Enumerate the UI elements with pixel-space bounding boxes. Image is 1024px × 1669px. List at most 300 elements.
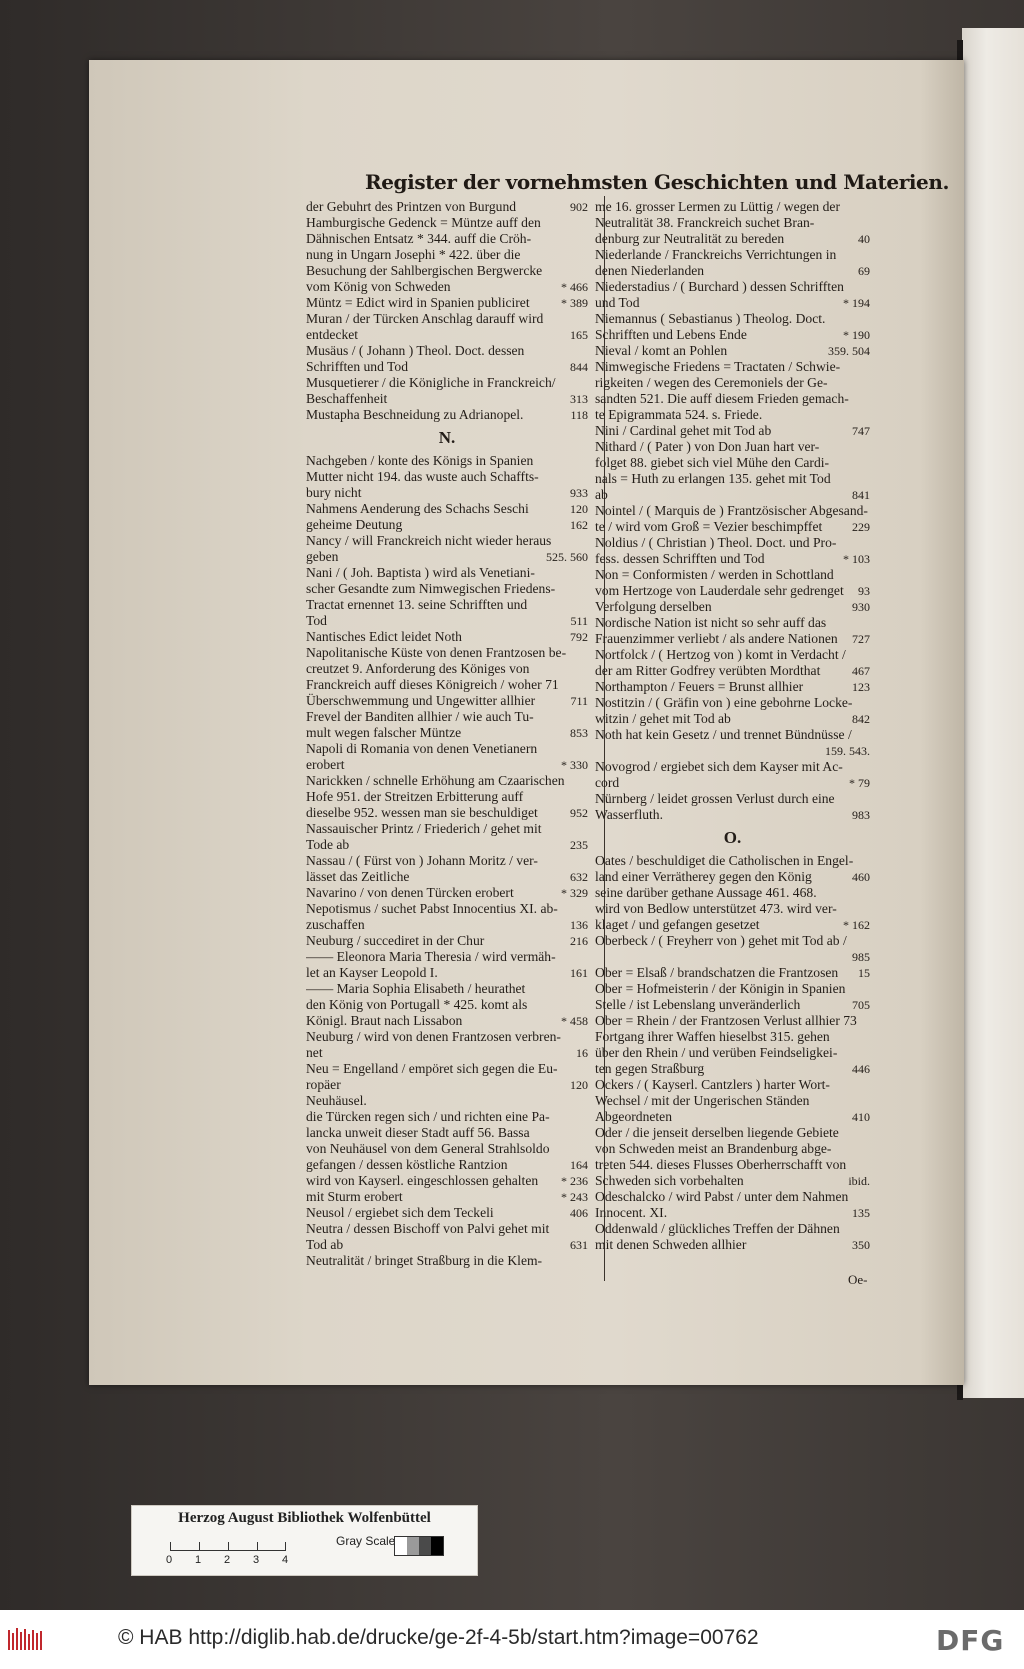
index-line xyxy=(306,949,588,965)
index-line xyxy=(306,231,588,247)
index-entry-text: Fortgang ihrer Waffen hieselbst 315. gehen xyxy=(595,1029,830,1044)
index-line xyxy=(306,709,588,725)
index-line xyxy=(595,711,870,727)
index-line xyxy=(595,1125,870,1141)
index-line xyxy=(595,311,870,327)
index-line xyxy=(306,469,588,485)
index-line xyxy=(306,1077,588,1093)
index-line xyxy=(595,727,870,743)
page-reference: 841 xyxy=(852,488,870,502)
index-entry-text: Tod xyxy=(306,613,327,628)
page-reference: 123 xyxy=(852,680,870,694)
index-line xyxy=(306,199,588,215)
index-entry-text: zuschaffen xyxy=(306,917,365,932)
index-line xyxy=(306,295,588,311)
index-line xyxy=(306,853,588,869)
index-entry-text: über den Rhein / und verüben Feindseligkei- xyxy=(595,1045,838,1060)
index-line xyxy=(306,741,588,757)
page-reference: 15 xyxy=(858,966,870,980)
index-entry-text: lancka unweit dieser Stadt auff 56. Bassa xyxy=(306,1125,530,1140)
index-entry-text: Wechsel / mit der Ungerischen Ständen xyxy=(595,1093,810,1108)
page-reference: * 243 xyxy=(561,1190,588,1204)
index-entry-text: —— Maria Sophia Elisabeth / heurathet xyxy=(306,981,526,996)
index-entry-text: von Neuhäusel von dem General Strahlsoldo xyxy=(306,1141,550,1156)
index-line xyxy=(306,375,588,391)
page-reference: 93 xyxy=(858,584,870,598)
page-reference: 705 xyxy=(852,998,870,1012)
index-entry-text: Nürnberg / leidet grossen Verlust durch eine xyxy=(595,791,835,806)
index-entry-text: Northampton / Feuers = Brunst allhier xyxy=(595,679,804,694)
index-line xyxy=(306,1045,588,1061)
index-entry-text: Schrifften und Lebens Ende xyxy=(595,327,747,342)
index-line xyxy=(306,1253,588,1269)
ruler xyxy=(170,1534,286,1551)
index-entry-text: Non = Conformisten / werden in Schottland xyxy=(595,567,834,582)
page-reference: * 458 xyxy=(561,1014,588,1028)
page-reference: 162 xyxy=(570,518,588,532)
page-reference: 69 xyxy=(858,264,870,278)
index-entry-text: dieselbe 952. wessen man sie beschuldiget xyxy=(306,805,538,820)
index-entry-text: Wasserfluth. xyxy=(595,807,663,822)
index-entry-text: sandten 521. Die auff diesem Frieden gemach- xyxy=(595,391,849,406)
index-entry-text: Nini / Cardinal gehet mit Tod ab xyxy=(595,423,772,438)
page-reference: 159. 543. xyxy=(825,744,870,758)
index-line xyxy=(595,615,870,631)
index-entry-text: ab xyxy=(595,487,608,502)
index-entry-text: Ober = Rhein / der Frantzosen Verlust allhier 73 xyxy=(595,1013,857,1028)
gray-swatch xyxy=(395,1537,407,1555)
index-entry-text: Nassau / ( Fürst von ) Johann Moritz / ver- xyxy=(306,853,538,868)
index-line xyxy=(595,519,870,535)
page-reference: * 162 xyxy=(843,918,870,932)
page-reference: 16 xyxy=(576,1046,588,1060)
index-entry-text: Schweden sich vorbehalten xyxy=(595,1173,744,1188)
section-letter: O. xyxy=(723,828,742,847)
ruler-tick xyxy=(170,1542,171,1550)
index-line xyxy=(595,551,870,567)
ruler-number: 1 xyxy=(195,1554,202,1566)
index-line xyxy=(595,1141,870,1157)
barcode-logo-icon xyxy=(8,1628,44,1652)
index-entry-text: Frevel der Banditen allhier / wie auch Tu- xyxy=(306,709,534,724)
index-entry-text: Überschwemmung und Ungewitter allhier xyxy=(306,693,536,708)
index-entry-text: Nithard / ( Pater ) von Don Juan hart ver- xyxy=(595,439,820,454)
index-line xyxy=(306,485,588,501)
page-reference: * 389 xyxy=(561,296,588,310)
index-line xyxy=(306,1125,588,1141)
gray-swatch xyxy=(407,1537,419,1555)
index-entry-text: mult wegen falscher Müntze xyxy=(306,725,462,740)
index-line xyxy=(306,693,588,709)
index-line xyxy=(306,1221,588,1237)
index-line xyxy=(595,791,870,807)
index-entry-text: Dähnischen Entsatz * 344. auff die Cröh- xyxy=(306,231,532,246)
index-line xyxy=(595,567,870,583)
index-line xyxy=(595,1013,870,1029)
page-reference: 792 xyxy=(570,630,588,644)
index-entry-text: denen Niederlanden xyxy=(595,263,705,278)
index-line xyxy=(595,327,870,343)
index-line xyxy=(595,599,870,615)
index-line xyxy=(595,885,870,901)
index-line xyxy=(306,901,588,917)
page-reference: * 236 xyxy=(561,1174,588,1188)
index-line xyxy=(595,647,870,663)
index-line xyxy=(306,997,588,1013)
ruler-number: 3 xyxy=(253,1554,260,1566)
index-line xyxy=(306,1109,588,1125)
index-line xyxy=(306,343,588,359)
page-reference: 844 xyxy=(570,360,588,374)
page-reference: 853 xyxy=(570,726,588,740)
footer-bar xyxy=(0,1610,1024,1669)
index-line xyxy=(595,853,870,869)
page-reference: * 329 xyxy=(561,886,588,900)
index-line xyxy=(306,1141,588,1157)
index-entry-text: cord xyxy=(595,775,620,790)
ruler-tick xyxy=(228,1542,229,1550)
index-entry-text: Nepotismus / suchet Pabst Innocentius XI. ab- xyxy=(306,901,558,916)
index-line xyxy=(595,869,870,885)
index-entry-text: Noldius / ( Christian ) Theol. Doct. und Pro- xyxy=(595,535,837,550)
index-entry-text: und Tod xyxy=(595,295,640,310)
index-entry-text: Nassauischer Printz / Friederich / gehet mit xyxy=(306,821,542,836)
index-entry-text: Niederlande / Franckreichs Verrichtungen in xyxy=(595,247,837,262)
index-line xyxy=(595,487,870,503)
index-line xyxy=(595,1173,870,1189)
page-reference: 313 xyxy=(570,392,588,406)
index-entry-text: Nancy / will Franckreich nicht wieder heraus xyxy=(306,533,552,548)
index-line xyxy=(306,391,588,407)
index-entry-text: bury nicht xyxy=(306,485,362,500)
page-reference: 40 xyxy=(858,232,870,246)
index-line xyxy=(595,1237,870,1253)
page-reference: 930 xyxy=(852,600,870,614)
index-entry-text: Navarino / von denen Türcken erobert xyxy=(306,885,514,900)
index-line xyxy=(595,933,870,949)
index-entry-text: Niemannus ( Sebastianus ) Theolog. Doct. xyxy=(595,311,826,326)
chart-title: Herzog August Bibliothek Wolfenbüttel xyxy=(178,1510,431,1526)
catchword: Oe- xyxy=(848,1272,868,1287)
index-entry-text: nung in Ungarn Josephi * 422. über die xyxy=(306,247,521,262)
index-entry-text: klaget / und gefangen gesetzet xyxy=(595,917,760,932)
index-line xyxy=(595,679,870,695)
index-entry-text: Tractat ernennet 13. seine Schrifften und xyxy=(306,597,528,612)
index-line xyxy=(595,215,870,231)
index-entry-text: rigkeiten / wegen des Ceremoniels der Ge- xyxy=(595,375,828,390)
index-entry-text: Besuchung der Sahlbergischen Bergwercke xyxy=(306,263,543,278)
index-line xyxy=(306,1029,588,1045)
ruler-number: 2 xyxy=(224,1554,231,1566)
index-line xyxy=(595,965,870,981)
page-reference: 120 xyxy=(570,502,588,516)
page-reference: 525. 560 xyxy=(546,550,588,564)
page-reference: 511 xyxy=(570,614,588,628)
index-entry-text: Neutralität / bringet Straßburg in die Klem- xyxy=(306,1253,543,1268)
page-reference: 229 xyxy=(852,520,870,534)
index-line xyxy=(306,407,588,423)
index-line xyxy=(595,407,870,423)
index-line xyxy=(595,263,870,279)
index-line xyxy=(595,439,870,455)
index-entry-text: treten 544. dieses Flusses Oberherrschafft von xyxy=(595,1157,847,1172)
index-line xyxy=(306,757,588,773)
index-line xyxy=(306,311,588,327)
index-entry-text: Nahmens Aenderung des Schachs Seschi xyxy=(306,501,529,516)
index-entry-text: Neuburg / wird von denen Frantzosen verbren- xyxy=(306,1029,561,1044)
index-line xyxy=(306,837,588,853)
index-line xyxy=(595,663,870,679)
index-line xyxy=(306,613,588,629)
index-entry-text: Neu = Engelland / empöret sich gegen die Eu- xyxy=(306,1061,558,1076)
page-reference: 985 xyxy=(852,950,870,964)
page-reference: 161 xyxy=(570,966,588,980)
index-entry-text: ropäer xyxy=(306,1077,341,1092)
index-line xyxy=(306,821,588,837)
color-chart xyxy=(131,1505,478,1576)
index-entry-text: Nortfolck / ( Hertzog von ) komt in Verdacht / xyxy=(595,647,846,662)
index-entry-text: Franckreich auff dieses Königreich / woher 71 xyxy=(306,677,559,692)
index-entry-text: mit Sturm erobert xyxy=(306,1189,403,1204)
index-line xyxy=(306,965,588,981)
index-line xyxy=(306,645,588,661)
index-entry-text: fess. dessen Schrifften und Tod xyxy=(595,551,765,566)
page-reference: 842 xyxy=(852,712,870,726)
adjacent-page-edge xyxy=(962,28,1024,1398)
index-line xyxy=(306,549,588,565)
index-line xyxy=(595,1189,870,1205)
index-entry-text: Nointel / ( Marquis de ) Frantzösischer Abgesand- xyxy=(595,503,868,518)
index-entry-text: Niederstadius / ( Burchard ) dessen Schrifften xyxy=(595,279,844,294)
index-entry-text: Napoli di Romania von denen Venetianern xyxy=(306,741,538,756)
page-reference: 406 xyxy=(570,1206,588,1220)
index-entry-text: Verfolgung derselben xyxy=(595,599,712,614)
index-line xyxy=(595,759,870,775)
page-reference: * 79 xyxy=(849,776,870,790)
index-line xyxy=(306,327,588,343)
index-entry-text: Hofe 951. der Streitzen Erbitterung auff xyxy=(306,789,524,804)
ruler-tick xyxy=(199,1542,200,1550)
dfg-logo: DFG xyxy=(936,1624,1005,1657)
gray-scale-label: Gray Scale xyxy=(336,1534,396,1548)
index-entry-text: vom Hertzoge von Lauderdale sehr gedrenget xyxy=(595,583,844,598)
index-entry-text: Novogrod / ergiebet sich dem Kayser mit Ac- xyxy=(595,759,843,774)
index-entry-text: denburg zur Neutralität zu bereden xyxy=(595,231,785,246)
index-entry-text: wird von Kayserl. eingeschlossen gehalten xyxy=(306,1173,539,1188)
index-entry-text: let an Kayser Leopold I. xyxy=(306,965,438,980)
index-entry-text: Tod ab xyxy=(306,1237,344,1252)
index-entry-text: Nimwegische Friedens = Tractaten / Schwie- xyxy=(595,359,841,374)
index-entry-text: Nachgeben / konte des Königs in Spanien xyxy=(306,453,534,468)
index-entry-text: Ober = Elsaß / brandschatzen die Frantzosen xyxy=(595,965,839,980)
index-entry-text: Nostitzin / ( Gräfin von ) eine gebohrne Locke- xyxy=(595,695,853,710)
page-reference: ibid. xyxy=(848,1174,870,1188)
index-line xyxy=(595,231,870,247)
index-line xyxy=(595,391,870,407)
index-entry-text: creutzet 9. Anforderung des Königes von xyxy=(306,661,530,676)
index-entry-text: Neusol / ergiebet sich dem Teckeli xyxy=(306,1205,494,1220)
index-entry-text: Musäus / ( Johann ) Theol. Doct. dessen xyxy=(306,343,525,358)
index-line xyxy=(306,773,588,789)
index-line xyxy=(595,1045,870,1061)
index-line xyxy=(306,1189,588,1205)
index-entry-text: der am Ritter Godfrey verübten Mordthat xyxy=(595,663,821,678)
index-line xyxy=(306,1173,588,1189)
page-reference: 632 xyxy=(570,870,588,884)
gray-swatch xyxy=(431,1537,443,1555)
index-line xyxy=(306,677,588,693)
index-line xyxy=(306,1157,588,1173)
index-line xyxy=(306,215,588,231)
index-entry-text: nals = Huth zu erlangen 135. gehet mit Tod xyxy=(595,471,831,486)
index-line xyxy=(595,455,870,471)
index-entry-text: seine darüber gethane Aussage 461. 468. xyxy=(595,885,817,900)
index-entry-text: Innocent. XI. xyxy=(595,1205,668,1220)
index-entry-text: Nani / ( Joh. Baptista ) wird als Venetiani- xyxy=(306,565,535,580)
index-entry-text: me 16. grosser Lermen zu Lüttig / wegen der xyxy=(595,199,840,214)
page-reference: 983 xyxy=(852,808,870,822)
index-line xyxy=(306,933,588,949)
page-reference: 118 xyxy=(570,408,588,422)
index-entry-text: Schrifften und Tod xyxy=(306,359,408,374)
index-entry-text: Neuhäusel. xyxy=(306,1093,367,1108)
gray-swatch xyxy=(419,1537,431,1555)
index-line xyxy=(306,247,588,263)
page-reference: 120 xyxy=(570,1078,588,1092)
index-line xyxy=(595,583,870,599)
index-line xyxy=(595,503,870,519)
index-entry-text: die Türcken regen sich / und richten eine Pa- xyxy=(306,1109,550,1124)
page-reference: 460 xyxy=(852,870,870,884)
index-entry-text: net xyxy=(306,1045,323,1060)
page-reference: 747 xyxy=(852,424,870,438)
index-entry-text: folget 88. giebet sich viel Mühe den Cardi- xyxy=(595,455,830,470)
index-line xyxy=(595,343,870,359)
ruler-number: 4 xyxy=(282,1554,289,1566)
index-entry-text: erobert xyxy=(306,757,345,772)
index-line xyxy=(595,807,870,823)
index-entry-text: Königl. Braut nach Lissabon xyxy=(306,1013,463,1028)
index-entry-text: den König von Portugall * 425. komt als xyxy=(306,997,528,1012)
index-entry-text: geben xyxy=(306,549,339,564)
page-reference: 410 xyxy=(852,1110,870,1124)
index-entry-text: Oddenwald / glückliches Treffen der Dähnen xyxy=(595,1221,840,1236)
page-reference: 216 xyxy=(570,934,588,948)
index-entry-text: lässet das Zeitliche xyxy=(306,869,410,884)
index-line xyxy=(595,247,870,263)
index-entry-text xyxy=(595,949,870,965)
index-line xyxy=(306,981,588,997)
index-line xyxy=(306,1205,588,1221)
index-entry-text: te / wird vom Groß = Vezier beschimpffet xyxy=(595,519,823,534)
index-entry-text: land einer Verrätherey gegen den König xyxy=(595,869,812,884)
index-line xyxy=(595,535,870,551)
index-entry-text: Napolitanische Küste von denen Frantzosen be- xyxy=(306,645,567,660)
page-reference: 631 xyxy=(570,1238,588,1252)
index-entry-text: Musquetierer / die Königliche in Franckreich/ xyxy=(306,375,556,390)
index-line xyxy=(595,1061,870,1077)
index-entry-text: Oates / beschuldiget die Catholischen in Engel- xyxy=(595,853,854,868)
index-line xyxy=(306,533,588,549)
index-entry-text: Hamburgische Gedenck = Müntze auff den xyxy=(306,215,541,230)
index-entry-text: geheime Deutung xyxy=(306,517,403,532)
index-entry-text: Neutra / dessen Bischoff von Palvi gehet mit xyxy=(306,1221,550,1236)
index-entry-text: Neutralität 38. Franckreich suchet Bran- xyxy=(595,215,815,230)
index-entry-text: Muran / der Türcken Anschlag darauff wird xyxy=(306,311,544,326)
page-reference: * 103 xyxy=(843,552,870,566)
index-line xyxy=(595,199,870,215)
index-entry-text: Oder / die jenseit derselben liegende Gebiete xyxy=(595,1125,839,1140)
index-line xyxy=(306,359,588,375)
index-entry-text: witzin / gehet mit Tod ab xyxy=(595,711,731,726)
page-reference: 727 xyxy=(852,632,870,646)
index-line xyxy=(595,295,870,311)
index-line xyxy=(306,1093,588,1109)
index-entry-text: Narickken / schnelle Erhöhung am Czaarischen xyxy=(306,773,565,788)
index-line xyxy=(306,661,588,677)
index-line xyxy=(306,597,588,613)
index-entry-text: von Schweden meist an Brandenburg abge- xyxy=(595,1141,832,1156)
index-entry-text: Tode ab xyxy=(306,837,350,852)
index-line xyxy=(595,917,870,933)
page-reference: * 330 xyxy=(561,758,588,772)
index-line xyxy=(595,1221,870,1237)
index-line xyxy=(595,743,870,759)
index-line xyxy=(595,1109,870,1125)
index-entry-text: scher Gesandte zum Nimwegischen Friedens- xyxy=(306,581,556,596)
index-entry-text: Nantisches Edict leidet Noth xyxy=(306,629,462,644)
page-reference: 359. 504 xyxy=(828,344,870,358)
index-line xyxy=(306,805,588,821)
index-line xyxy=(595,775,870,791)
page-reference: 446 xyxy=(852,1062,870,1076)
section-letter: N. xyxy=(438,428,456,447)
gray-scale-swatches xyxy=(394,1536,444,1556)
right-column xyxy=(595,199,870,1253)
index-line xyxy=(306,885,588,901)
index-entry-text: Oberbeck / ( Freyherr von ) gehet mit Tod ab / xyxy=(595,933,847,948)
index-line xyxy=(306,629,588,645)
index-line xyxy=(595,1157,870,1173)
index-line xyxy=(595,949,870,965)
index-entry-text: Mutter nicht 194. das wuste auch Schaffts- xyxy=(306,469,539,484)
page-reference: 467 xyxy=(852,664,870,678)
index-line xyxy=(595,471,870,487)
index-entry-text: mit denen Schweden allhier xyxy=(595,1237,747,1252)
page-reference: 933 xyxy=(570,486,588,500)
index-line xyxy=(595,423,870,439)
page-reference: * 190 xyxy=(843,328,870,342)
index-entry-text: Neuburg / succediret in der Chur xyxy=(306,933,485,948)
index-entry-text: wird von Bedlow unterstützet 473. wird ver- xyxy=(595,901,837,916)
index-entry-text: Beschaffenheit xyxy=(306,391,388,406)
index-entry-text: Stelle / ist Lebenslang unveränderlich xyxy=(595,997,801,1012)
index-line xyxy=(595,375,870,391)
index-entry-text: Noth hat kein Gesetz / und trennet Bündnüsse / xyxy=(595,727,852,742)
index-line xyxy=(595,1029,870,1045)
index-entry-text: Ober = Hofmeisterin / der Königin in Spanien xyxy=(595,981,846,996)
index-line xyxy=(306,517,588,533)
page-header: Register der vornehmsten Geschichten und Materien. xyxy=(365,170,950,194)
index-line xyxy=(306,453,588,469)
source-link[interactable]: © HAB http://diglib.hab.de/drucke/ge-2f-4-5b/start.htm?image=00762 xyxy=(118,1626,759,1649)
index-line xyxy=(306,1061,588,1077)
index-line xyxy=(306,789,588,805)
index-line xyxy=(595,631,870,647)
ruler-tick xyxy=(257,1542,258,1550)
index-line xyxy=(595,279,870,295)
ruler-number: 0 xyxy=(166,1554,173,1566)
